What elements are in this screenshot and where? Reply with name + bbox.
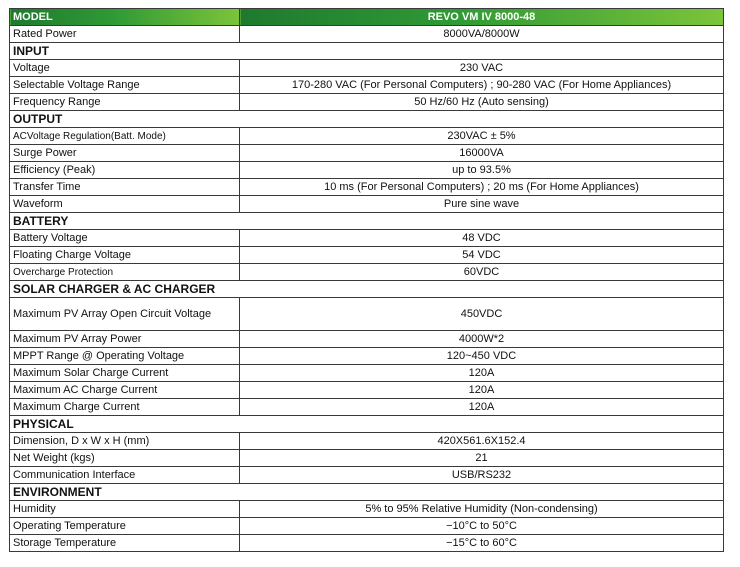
spec-label: Maximum Solar Charge Current [10, 365, 240, 382]
spec-value: −15°C to 60°C [240, 535, 724, 552]
spec-value: 420X561.6X152.4 [240, 433, 724, 450]
spec-row [10, 145, 724, 162]
spec-row [10, 382, 724, 399]
spec-row [10, 60, 724, 77]
spec-value: 60VDC [240, 264, 724, 281]
spec-value: 16000VA [240, 145, 724, 162]
spec-value: 450VDC [240, 298, 724, 331]
spec-row [10, 196, 724, 213]
spec-label: Humidity [10, 501, 240, 518]
spec-row [10, 348, 724, 365]
section-title: BATTERY [10, 213, 724, 230]
spec-label: Selectable Voltage Range [10, 77, 240, 94]
section-title: INPUT [10, 43, 724, 60]
spec-value: 120A [240, 382, 724, 399]
spec-row [10, 179, 724, 196]
model-value: REVO VM IV 8000-48 [240, 9, 724, 26]
section-title: SOLAR CHARGER & AC CHARGER [10, 281, 724, 298]
spec-row [10, 467, 724, 484]
spec-row [10, 264, 724, 281]
spec-label: ACVoltage Regulation(Batt. Mode) [10, 128, 240, 145]
spec-value: −10°C to 50°C [240, 518, 724, 535]
spec-value: 50 Hz/60 Hz (Auto sensing) [240, 94, 724, 111]
spec-label: Maximum PV Array Open Circuit Voltage [10, 298, 240, 331]
section-header-row [10, 213, 724, 230]
spec-value: USB/RS232 [240, 467, 724, 484]
spec-label: Operating Temperature [10, 518, 240, 535]
spec-row [10, 128, 724, 145]
section-title: OUTPUT [10, 111, 724, 128]
model-label: MODEL [10, 9, 240, 26]
spec-row [10, 230, 724, 247]
spec-value: 120A [240, 365, 724, 382]
spec-table [9, 8, 724, 552]
spec-value: 5% to 95% Relative Humidity (Non-condensing) [240, 501, 724, 518]
spec-label: Transfer Time [10, 179, 240, 196]
spec-value: up to 93.5% [240, 162, 724, 179]
spec-row [10, 77, 724, 94]
spec-value: 10 ms (For Personal Computers) ; 20 ms (For Home Appliances) [240, 179, 724, 196]
spec-label: Maximum AC Charge Current [10, 382, 240, 399]
spec-row [10, 298, 724, 331]
table-header-row [10, 9, 724, 26]
spec-label: Overcharge Protection [10, 264, 240, 281]
spec-row [10, 26, 724, 43]
spec-row [10, 501, 724, 518]
section-header-row [10, 416, 724, 433]
spec-label: Rated Power [10, 26, 240, 43]
spec-label: Net Weight (kgs) [10, 450, 240, 467]
section-header-row [10, 484, 724, 501]
spec-row [10, 365, 724, 382]
spec-row [10, 399, 724, 416]
spec-label: Frequency Range [10, 94, 240, 111]
section-header-row [10, 43, 724, 60]
spec-label: Floating Charge Voltage [10, 247, 240, 264]
spec-value: 230VAC ± 5% [240, 128, 724, 145]
spec-label: Voltage [10, 60, 240, 77]
spec-row [10, 247, 724, 264]
spec-row [10, 331, 724, 348]
spec-value: 120A [240, 399, 724, 416]
section-header-row [10, 111, 724, 128]
spec-row [10, 518, 724, 535]
spec-value: Pure sine wave [240, 196, 724, 213]
spec-row [10, 162, 724, 179]
spec-value: 48 VDC [240, 230, 724, 247]
spec-value: 21 [240, 450, 724, 467]
spec-value: 4000W*2 [240, 331, 724, 348]
spec-value: 8000VA/8000W [240, 26, 724, 43]
spec-label: Efficiency (Peak) [10, 162, 240, 179]
spec-label: Battery Voltage [10, 230, 240, 247]
spec-row [10, 433, 724, 450]
spec-label: Dimension, D x W x H (mm) [10, 433, 240, 450]
spec-label: Communication Interface [10, 467, 240, 484]
spec-value: 230 VAC [240, 60, 724, 77]
spec-value: 54 VDC [240, 247, 724, 264]
spec-row [10, 94, 724, 111]
spec-label: Surge Power [10, 145, 240, 162]
section-title: ENVIRONMENT [10, 484, 724, 501]
spec-label: Maximum Charge Current [10, 399, 240, 416]
spec-label: Waveform [10, 196, 240, 213]
spec-label: MPPT Range @ Operating Voltage [10, 348, 240, 365]
section-title: PHYSICAL [10, 416, 724, 433]
spec-label: Storage Temperature [10, 535, 240, 552]
spec-row [10, 450, 724, 467]
spec-row [10, 535, 724, 552]
section-header-row [10, 281, 724, 298]
spec-value: 120~450 VDC [240, 348, 724, 365]
spec-label: Maximum PV Array Power [10, 331, 240, 348]
spec-value: 170-280 VAC (For Personal Computers) ; 90-280 VAC (For Home Appliances) [240, 77, 724, 94]
